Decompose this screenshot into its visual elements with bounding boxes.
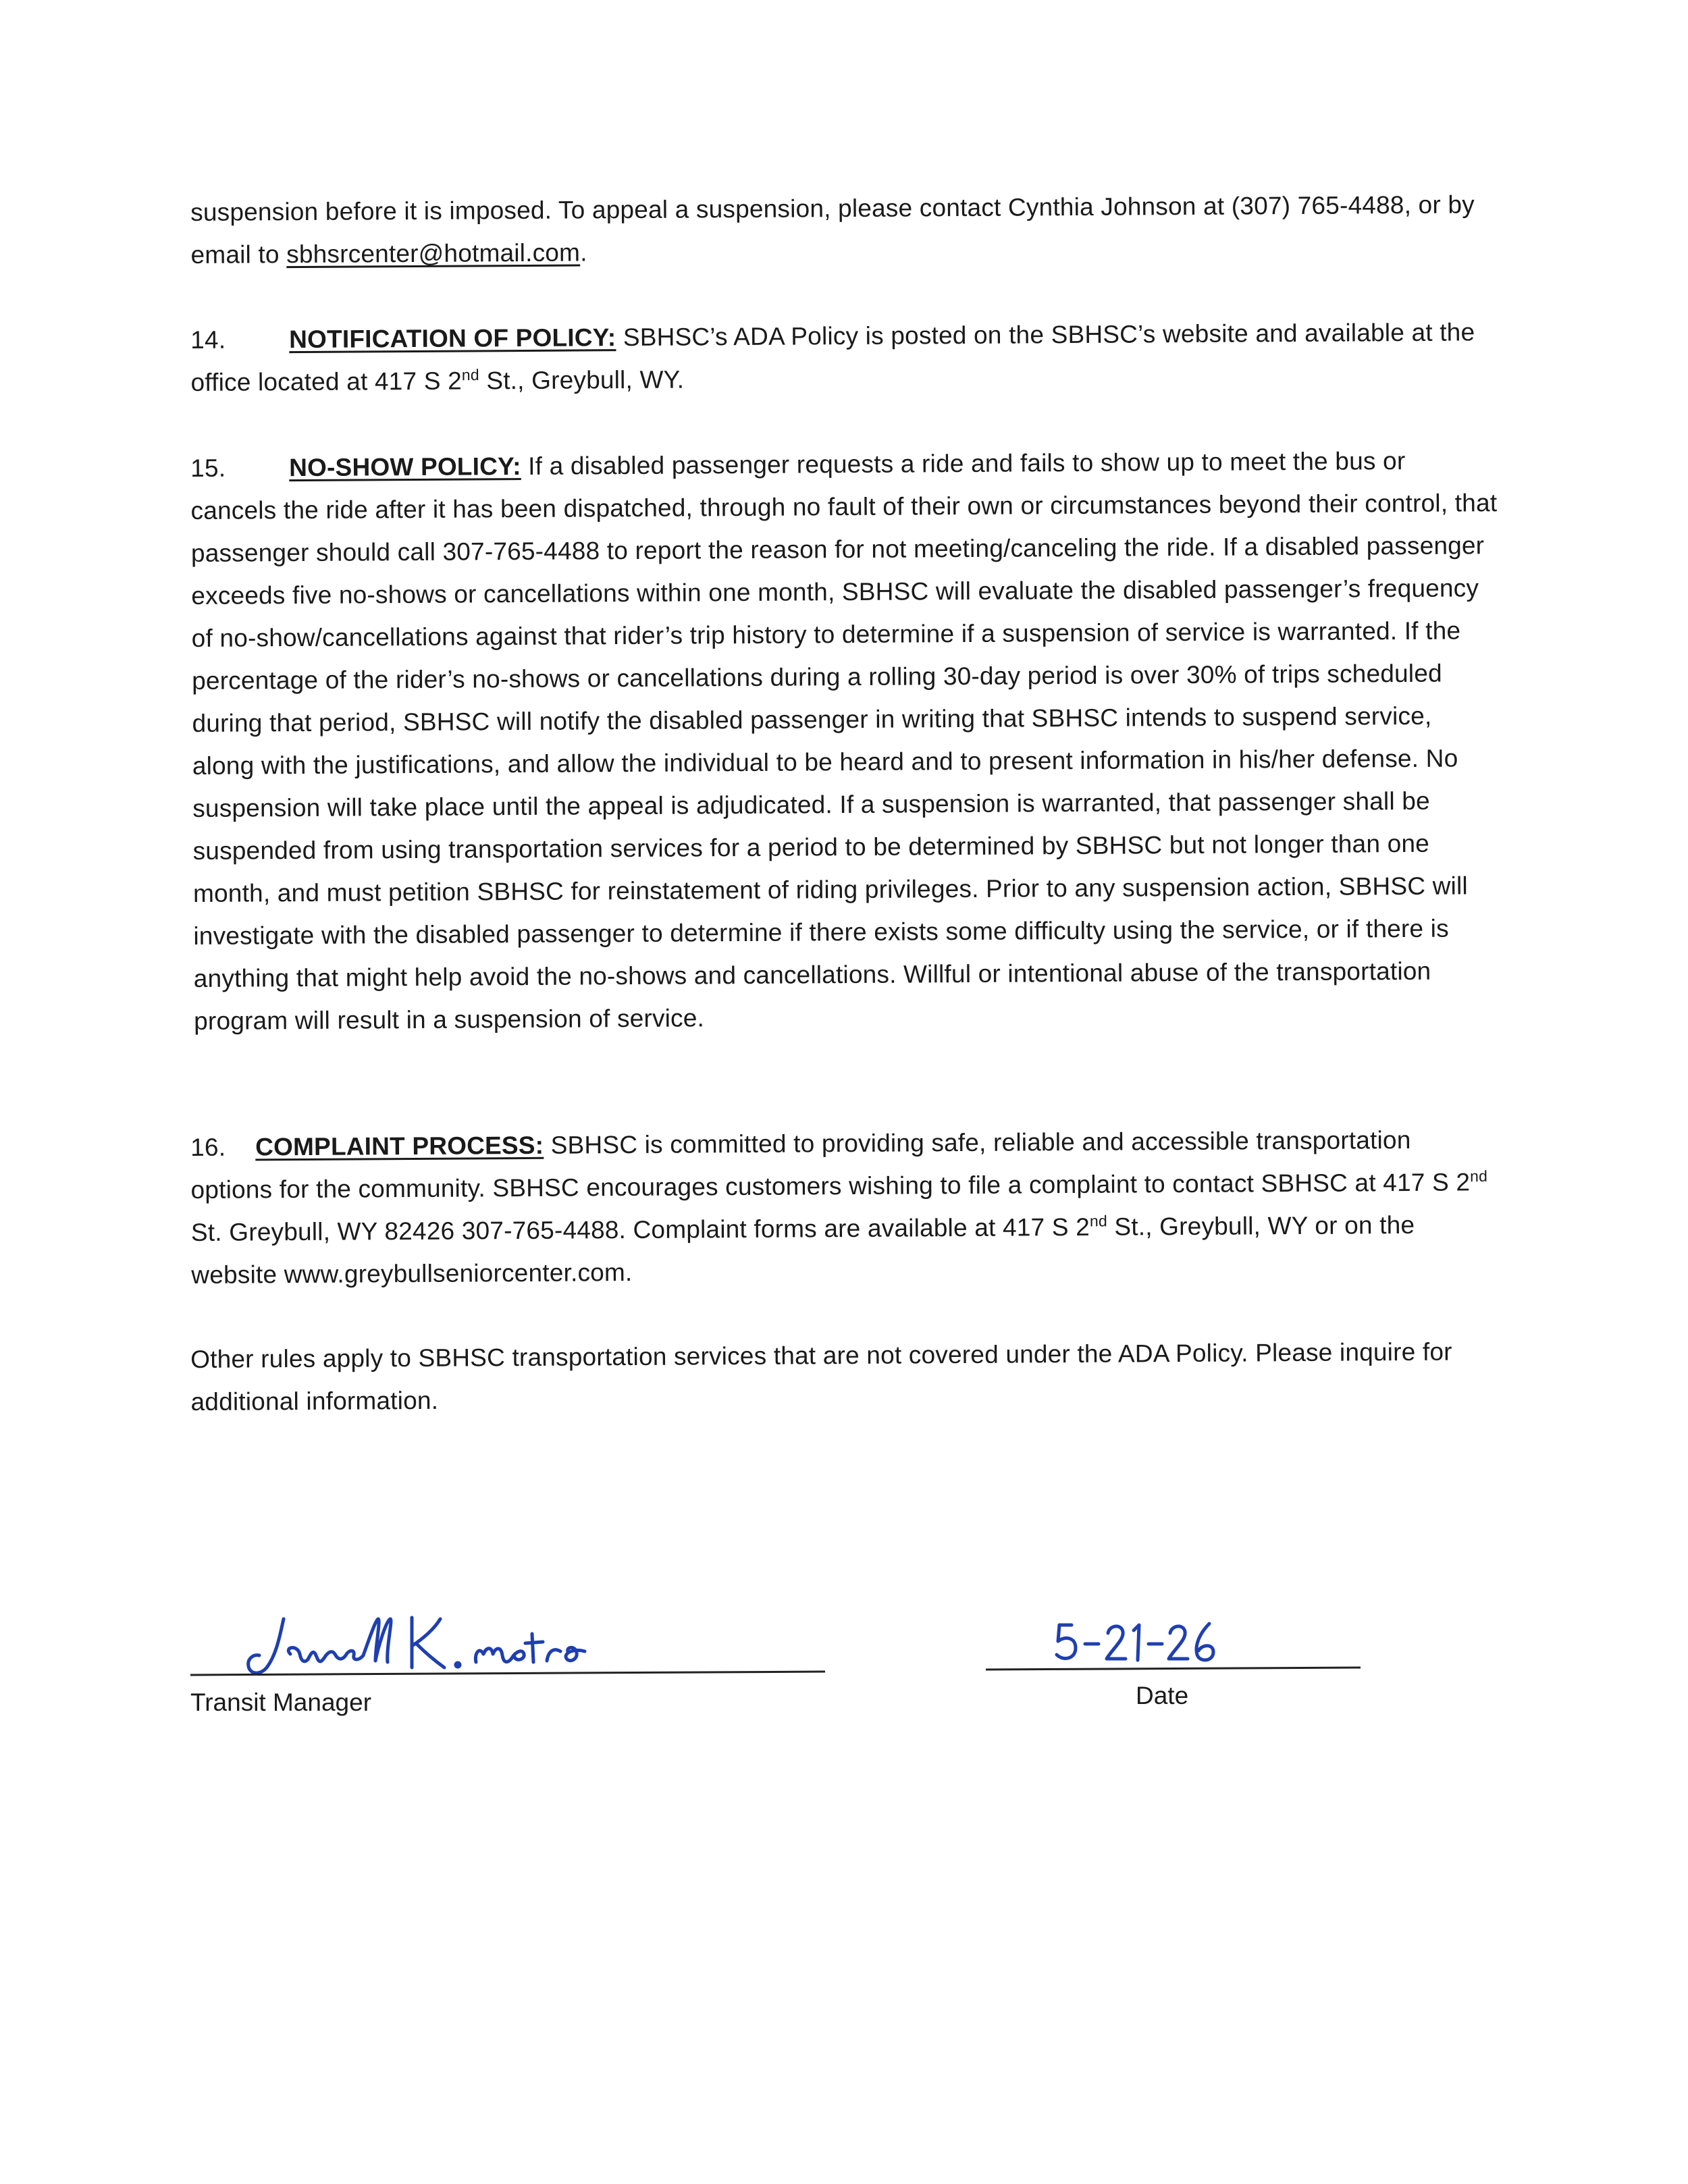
handwritten-date [1050,1610,1252,1671]
other-rules-paragraph: Other rules apply to SBHSC transportation services that are not covered under the ADA Policy. Please inquire for additional information. [190,1337,1452,1416]
section-heading: COMPLAINT PROCESS: [255,1131,544,1161]
section-number: 16. [190,1133,226,1161]
ordinal-suffix: nd [461,366,479,384]
section-heading: NOTIFICATION OF POLICY: [289,323,616,354]
appeal-text: suspension before it is imposed. To appeal a suspension, please contact Cynthia Johnson at (307) 765-4488, or by email to [190,190,1475,269]
contact-email-link[interactable]: sbhsrcenter@hotmail.com [286,238,581,269]
section-15-no-show-policy [190,439,1500,1042]
section-body-end: St., Greybull, WY or on the website www.greybullseniorcenter.com. [191,1210,1415,1289]
section-body: If a disabled passenger requests a ride and fails to show up to meet the bus or cancels the ride after it has been dispatched, through no fault of their own or circumstances beyond their control, that passenger should call 307-765-4488 to report the reason for not meeting/canceling the ride. If a disabled passenger exceeds five no-shows or cancellations within one month, SBHSC will evaluate the disabled passenger’s frequency of no-show/cancellations against that rider’s trip history to determine if a suspension of service is warranted. If the percentage of the rider’s no-shows or cancellations during a rolling 30-day period is over 30% of trips scheduled during that period, SBHSC will notify the disabled passenger in writing that SBHSC intends to suspend service, along with the justifications, and allow the individual to be heard and to present information in his/her defense. No suspension will take place until the appeal is adjudicated. If a suspension is warranted, that passenger shall be suspended from using transportation services for a period to be determined by SBHSC but not longer than one month, and must petition SBHSC for reinstatement of riding privileges. Prior to any suspension action, SBHSC will investigate with the disabled passenger to determine if there exists some difficulty using the service, or if there is anything that might help avoid the no-shows and cancellations. Willful or intentional abuse of the transportation program will result in a suspension of service. [190,447,1498,1035]
suspension-appeal-paragraph [190,183,1498,276]
section-heading: NO-SHOW POLICY: [289,452,521,482]
section-number: 15. [190,454,226,482]
section-16-complaint-process [190,1118,1498,1296]
section-body: SBHSC is committed to providing safe, reliable and accessible transportation options for the community. SBHSC encourages customers wishing to file a complaint to contact SBHSC at 417 S 2 [190,1125,1471,1204]
section-body-end: St., Greybull, WY. [479,365,685,395]
ordinal-suffix: nd [1089,1212,1107,1230]
section-number: 14. [190,325,226,354]
section-body: SBHSC’s ADA Policy is posted on the SBHSC’s website and available at the office located at 417 S 2 [190,318,1475,396]
handwritten-signature [243,1607,648,1681]
ordinal-suffix: nd [1470,1167,1488,1186]
signer-title: Transit Manager [190,1688,372,1716]
section-14-notification-of-policy [190,311,1498,404]
section-body-middle: St. Greybull, WY 82426 307-765-4488. Complaint forms are available at 417 S 2 [190,1213,1090,1246]
appeal-text-end: . [580,238,587,267]
date-label: Date [1136,1682,1189,1709]
